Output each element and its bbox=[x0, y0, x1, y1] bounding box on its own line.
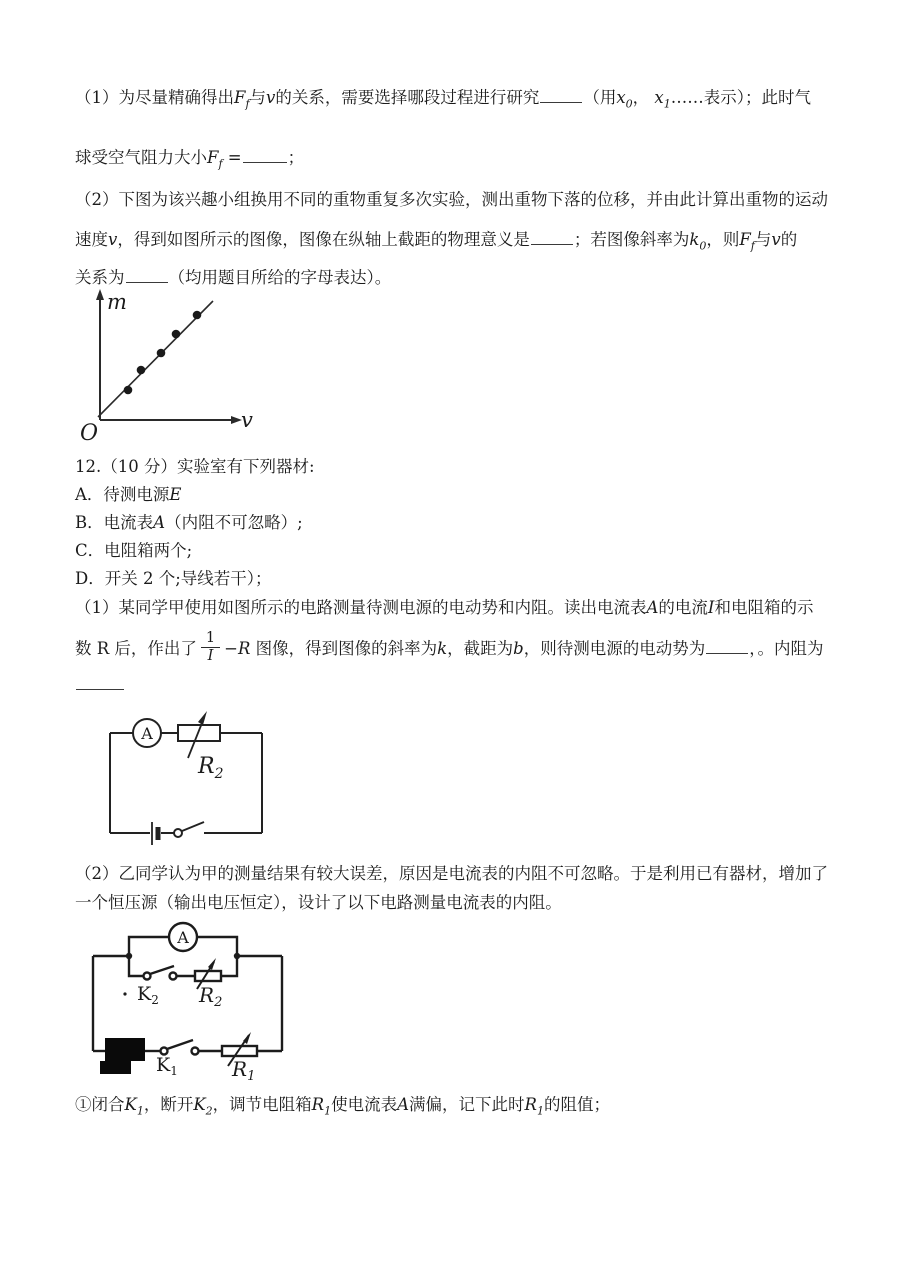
data-point bbox=[124, 386, 133, 395]
wire bbox=[129, 956, 143, 976]
switch-k1-lever bbox=[167, 1040, 193, 1049]
m-v-graph bbox=[70, 285, 270, 445]
switch-k2-contact bbox=[170, 973, 177, 980]
junction-node bbox=[126, 953, 132, 959]
rheostat-arrowhead bbox=[198, 711, 207, 725]
q11-part2-line1: （2）下图为该兴趣小组换用不同的重物重复多次实验，测出重物下落的位移，并由此计算出重物的运动 bbox=[75, 190, 828, 209]
r2-label: $R_2$ bbox=[199, 983, 223, 1010]
q12-part1-line1: （1）某同学甲使用如图所示的电路测量待测电源的电动势和内阻。读出电流表A的电流I和电阻箱的示 bbox=[75, 598, 814, 617]
q12-part2-line1: （2）乙同学认为甲的测量结果有较大误差，原因是电流表的内阻不可忽略。于是利用已有器材，增加了 bbox=[75, 864, 828, 883]
switch-k1-contact bbox=[192, 1048, 199, 1055]
q11-part2-line3: 关系为 （均用题目所给的字母表达）。 bbox=[75, 268, 392, 287]
q12-step1-line: ①闭合$K_1$，断开$K_2$，调节电阻箱$R_1$使电流表A满偏，记下此时$R_1$的阻值； bbox=[75, 1095, 610, 1118]
answer-blank bbox=[706, 638, 748, 654]
y-axis-arrow bbox=[96, 289, 104, 300]
fraction: $\frac{1}{I}$ bbox=[201, 631, 220, 664]
k2-label: $K_2$ bbox=[137, 983, 159, 1007]
r2-label: $R_2$ bbox=[198, 754, 224, 782]
rheostat-r2 bbox=[178, 725, 220, 741]
q12-part1-line3 bbox=[75, 674, 865, 695]
switch-contact bbox=[174, 829, 182, 837]
voltage-source-block bbox=[100, 1061, 131, 1074]
q11-part1-line1: （1）为尽量精确得出$F_f$与v的关系，需要选择哪段过程进行研究 （用$x_0$， $x_1\dots\dots$表示）；此时气 bbox=[75, 88, 811, 111]
wire bbox=[221, 956, 237, 976]
data-point bbox=[172, 330, 181, 339]
wire bbox=[129, 937, 169, 956]
answer-blank bbox=[76, 674, 124, 690]
stray-dot bbox=[123, 992, 126, 995]
voltage-source-block bbox=[105, 1038, 145, 1061]
circuit1-diagram bbox=[100, 706, 275, 856]
data-point bbox=[193, 311, 202, 320]
answer-blank bbox=[540, 87, 582, 103]
k1-label: $K_1$ bbox=[156, 1054, 178, 1078]
answer-blank bbox=[243, 147, 287, 163]
q12-item-c: C．电阻箱两个; bbox=[75, 541, 193, 560]
q12-item-a: A．待测电源E bbox=[75, 485, 182, 504]
y-axis-label: m bbox=[107, 290, 127, 314]
q12-item-d: D．开关 2 个;导线若干）； bbox=[75, 569, 272, 588]
answer-blank bbox=[126, 267, 168, 283]
q12-part2-line2: 一个恒压源（输出电压恒定），设计了以下电路测量电流表的内阻。 bbox=[75, 893, 562, 912]
data-points bbox=[124, 311, 202, 395]
origin-label: O bbox=[80, 421, 99, 446]
data-point bbox=[157, 349, 166, 358]
ammeter-letter: A bbox=[141, 724, 153, 743]
circuit2-diagram bbox=[90, 918, 295, 1090]
data-point bbox=[137, 366, 146, 375]
r1-label: $R_1$ bbox=[232, 1057, 256, 1084]
ammeter-letter: A bbox=[177, 928, 189, 947]
answer-blank bbox=[531, 229, 573, 245]
switch-lever bbox=[182, 822, 204, 831]
switch-k2-contact bbox=[144, 973, 151, 980]
q11-part1-line2: 球受空气阻力大小$F_f$ = ； bbox=[75, 148, 305, 171]
x-axis-label: v bbox=[241, 408, 253, 432]
wire bbox=[197, 937, 237, 956]
q12-item-b: B．电流表A（内阻不可忽略）; bbox=[75, 513, 303, 532]
q11-part2-line2: 速度v，得到如图所示的图像，图像在纵轴上截距的物理意义是 ；若图像斜率为$k_0$，则$F_f$与v的 bbox=[75, 230, 798, 253]
q12-header: 12.（10 分）实验室有下列器材: bbox=[75, 457, 315, 476]
junction-node bbox=[234, 953, 240, 959]
q12-part1-line2: 数 R 后，作出了 $\frac{1}{I}$ −R 图像，得到图像的斜率为k，截距为b，则待测电源的电动势为 ，。内阻为 bbox=[75, 630, 824, 665]
